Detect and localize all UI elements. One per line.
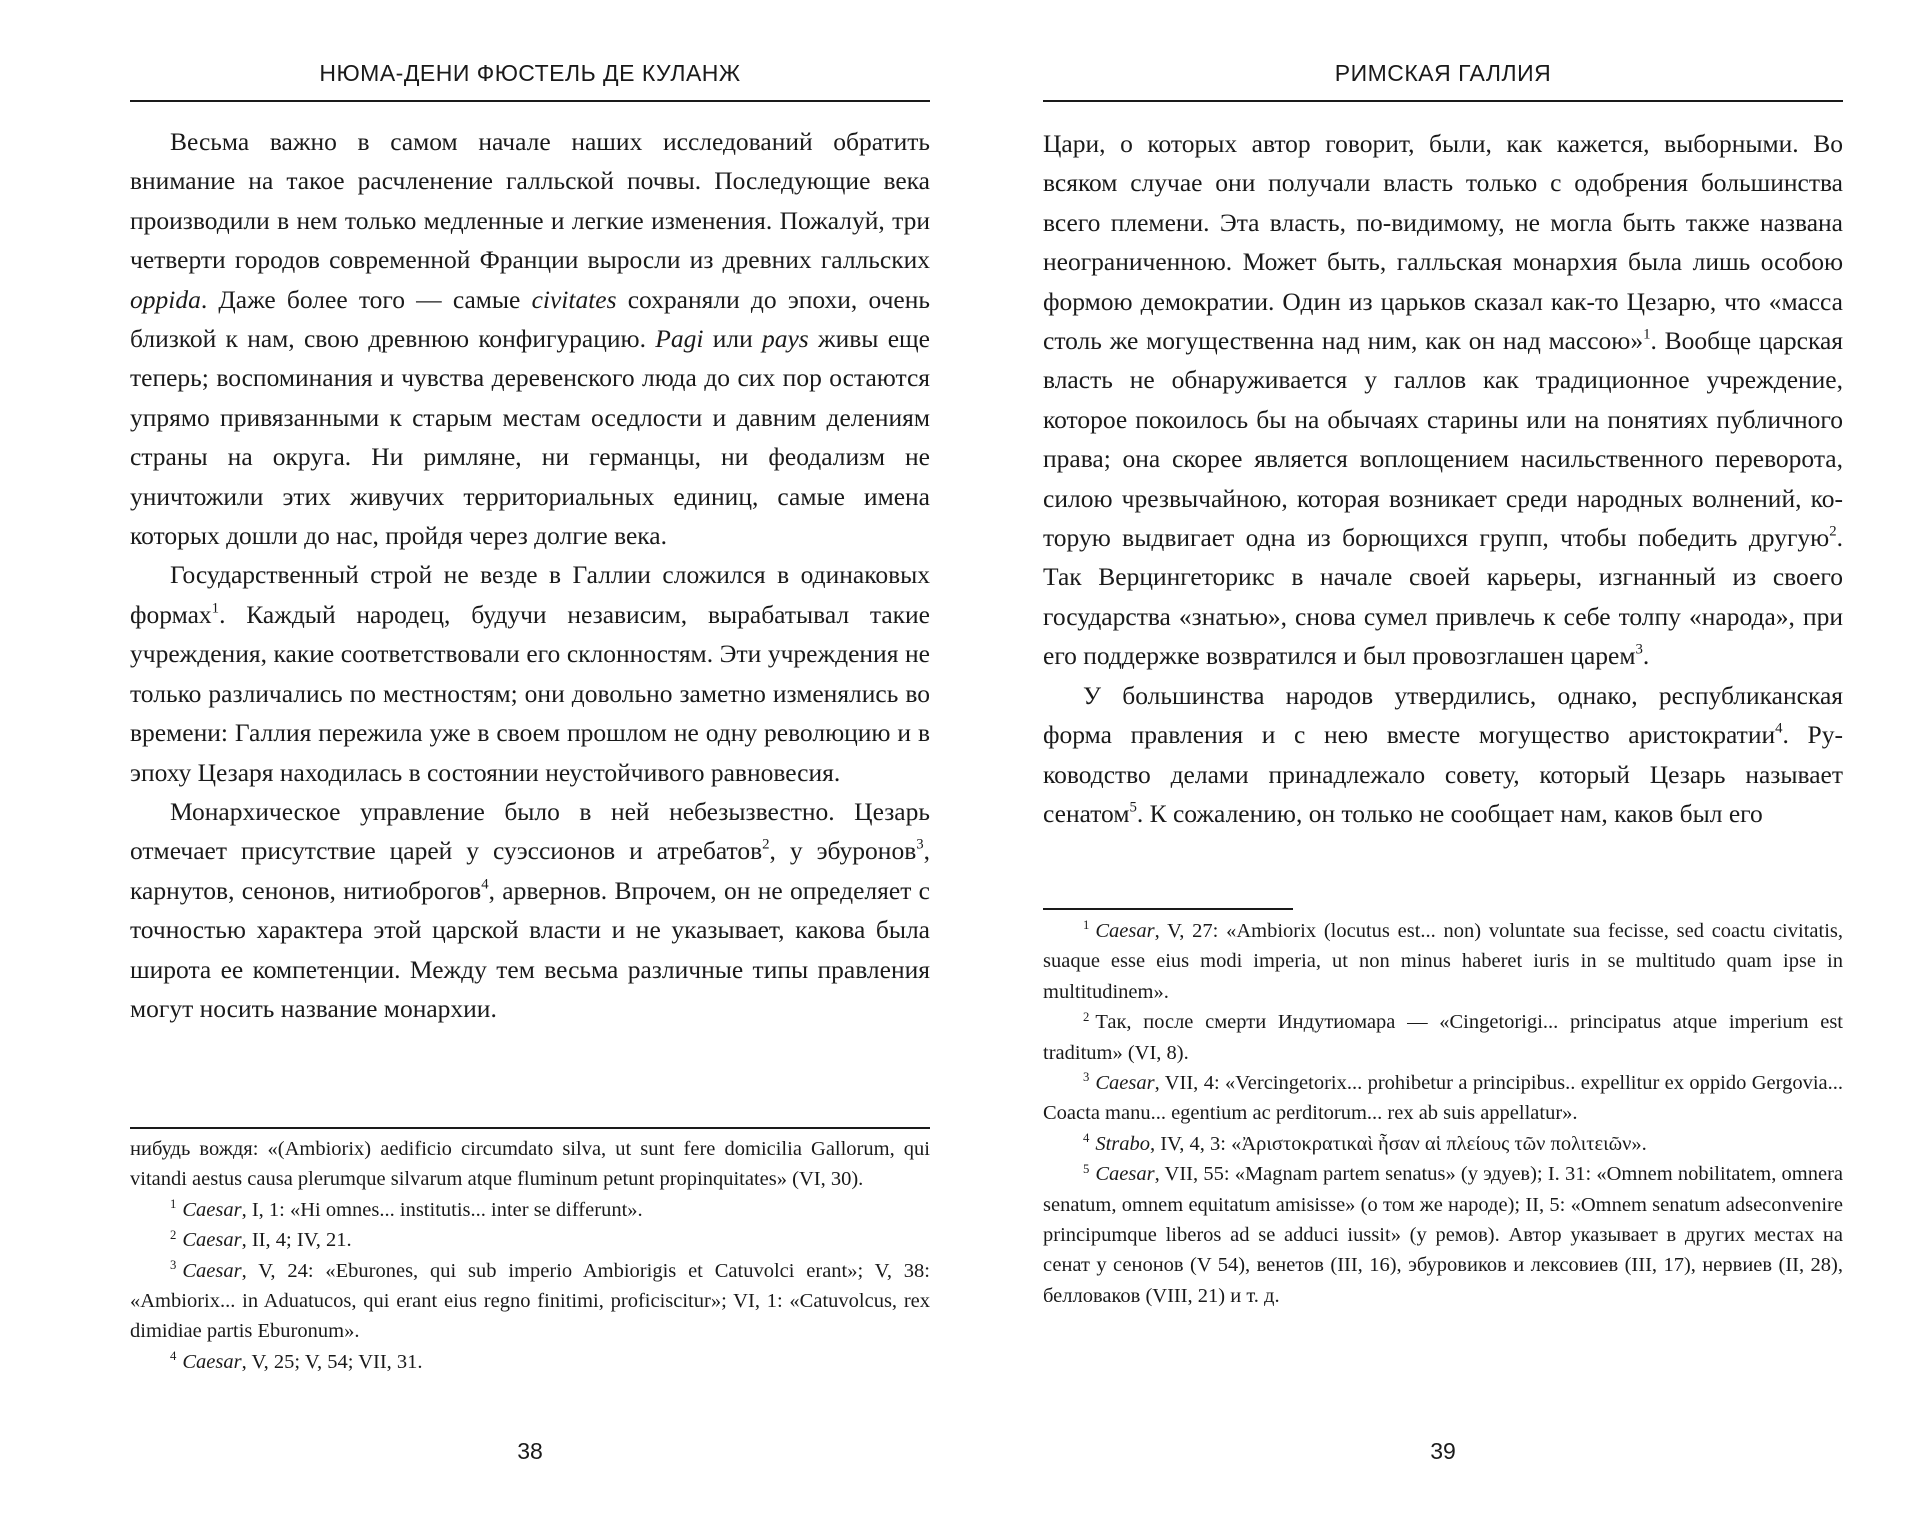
- right-head-rule: [1043, 100, 1843, 102]
- left-body-text: [130, 122, 930, 1028]
- footnote-text: , VII, 55: «Magnam partem senatus» (у эдуев); I. 31: «Omnem nobilitatem, omnera senatum, omnem equitatum amisisse» (о том же народе); II, 5: «Omnem senatum adseconvenire principumque liberos ad se adduci iussit» (у ремов). Автор указывает в других местах на сенат у сенонов (V 54), венетов (III, 16), эбуровиков и лексовиев (III, 17), нервиев (II, 28), белловаков (VIII, 21) и т. д.: [1043, 1163, 1843, 1307]
- text-run: . Каждый народец, будучи независим, вырабатывал такие учреждения, какие соответствовали его склонностям. Эти учреждения не только различались по местностям; они довольно заметно изменялись во времени: Галлия пережила уже в своем прошлом не одну революцию и в эпоху Цезаря находилась в состоянии неустойчивого равновесия.: [130, 599, 930, 787]
- text-run: . К сожалению, он только не сообщает нам, каков был его: [1136, 798, 1763, 828]
- footnote-author: Caesar: [182, 1259, 242, 1282]
- footnote-number: 3: [1083, 1070, 1090, 1085]
- text-run: . Так Верцингеторикс в начале своей карьеры, изгнанный из своего государства «знатью», снова сумел привлечь к себе толпу «народа», при его поддержке возвратился и был провозглашен царем: [1043, 523, 1843, 671]
- text-run: Государственный строй не везде в Галлии сложился в одинаковых формах: [130, 560, 930, 629]
- footnote-text: , IV, 4, 3: «Ἀριστοκρατικαὶ ἦσαν αἱ πλείους τῶν πολιτειῶν».: [1150, 1132, 1647, 1155]
- footnote-ref[interactable]: 1: [1643, 326, 1651, 343]
- left-footnotes: [130, 1134, 930, 1377]
- footnote-number: 1: [170, 1197, 177, 1212]
- footnote-ref[interactable]: 4: [481, 876, 489, 893]
- right-footnote-rule: [1043, 908, 1293, 910]
- left-footnote-rule: [130, 1127, 930, 1129]
- footnote-author: Strabo: [1095, 1132, 1151, 1155]
- italic-term: civitates: [531, 284, 617, 314]
- footnote-number: 4: [170, 1349, 177, 1364]
- footnote-text: , V, 24: «Eburones, qui sub imperio Ambiorigis et Catuvolci erant»; V, 38: «Ambiorix... in Aduatucos, qui erant eius regno finitimi, proficiscitur»; VI, 1: «Catuvolcus, rex dimidiae partis Eburonum».: [130, 1259, 930, 1343]
- left-paragraph-1: [130, 122, 930, 555]
- footnote-text: Так, после смерти Индутиомара — «Cingetorigi... principatus atque imperium est traditum» (VI, 8).: [1043, 1011, 1843, 1064]
- left-paragraph-2: [130, 555, 930, 791]
- footnote-text: , V, 27: «Ambiorix (locutus est... non) voluntate sua fecisse, sed coactu civitatis, suaque esse eius modi imperia, ut non minus haberet iuris in se multitudo quam ipse in multitudinem».: [1043, 920, 1843, 1003]
- footnote-author: Caesar: [182, 1350, 242, 1373]
- footnote-text: , VII, 4: «Vercingetorix... prohibetur a principibus.. expellitur ex oppido Gergovia... Coacta manu... egentium ac perditorum... rex ab suis appellatur».: [1043, 1072, 1843, 1125]
- right-page: [1043, 0, 1843, 1530]
- text-run: . Даже более того — самые: [200, 284, 532, 314]
- footnote-continuation: нибудь вождя: «(Ambiorix) aedificio circumdato silva, ut sunt fere domicilia Gallorum, qui vitandi aestus causa plerumque silvarum atque fluminum petunt propinquitates» (VI, 30).: [130, 1138, 930, 1191]
- footnote-4: [130, 1347, 930, 1377]
- footnote-text: , II, 4; IV, 21.: [241, 1229, 352, 1252]
- footnote-ref[interactable]: 5: [1129, 799, 1137, 816]
- footnote-ref[interactable]: 1: [211, 600, 220, 617]
- italic-term: pays: [761, 324, 809, 354]
- left-page-number: 38: [517, 1438, 543, 1464]
- left-paragraph-3: [130, 792, 930, 1028]
- footnote-number: 1: [1083, 918, 1090, 933]
- footnote-number: 2: [1083, 1009, 1090, 1024]
- italic-term: oppida: [130, 284, 201, 314]
- left-page: [130, 0, 930, 1530]
- footnote-number: 3: [170, 1258, 177, 1272]
- text-run: Цари, о которых автор говорит, были, как кажется, выборными. Во всяком случае они получали власть только с одобрения большинства всего племени. Эта власть, по-видимому, не могла быть также названа неограниченною. Может быть, галльская монархия была лишь особою формою демократии. Один из царьков сказал как-то Цезарю, что «масса столь же могущественна над ним, как он над массою»: [1043, 129, 1843, 356]
- text-run: . Руководство делами принадлежало совету, который Цезарь называет сенатом: [1043, 720, 1843, 828]
- footnote-author: Caesar: [182, 1198, 242, 1221]
- footnote-author: Caesar: [1095, 1072, 1155, 1095]
- text-run: Весьма важно в самом начале наших исследований обратить внимание на такое расчленение галльской почвы. Последующие века производили в нем только медленные и легкие изменения. Пожалуй, три четверти городов современной Франции выросли из древних галльских: [130, 127, 930, 275]
- footnote-1: [130, 1195, 930, 1225]
- right-paragraph-1: [1043, 124, 1843, 676]
- right-footnotes: [1043, 916, 1843, 1311]
- footnote-ref[interactable]: 3: [916, 836, 924, 853]
- footnote-3: [1043, 1068, 1843, 1129]
- footnote-ref[interactable]: 2: [1829, 523, 1837, 540]
- footnote-author: Caesar: [1095, 920, 1155, 942]
- text-run: , карнутов, сенонов, нитиоброгов: [130, 836, 930, 905]
- footnote-3: [130, 1256, 930, 1347]
- footnote-1: [1043, 916, 1843, 1007]
- right-paragraph-2: [1043, 676, 1843, 834]
- text-run: У большинства народов утвердились, однако, республиканская форма правления и с нею вместе могущество аристократии: [1043, 680, 1843, 750]
- text-run: .: [1642, 641, 1650, 671]
- text-run: живы еще теперь; воспоминания и чувства деревенского люда до сих пор остаются упрямо привязанными к старым местам оседлости и давним делениям страны на округа. Ни римляне, ни германцы, ни феодализм не уничтожили этих живучих территориальных единиц, самые имена которых дошли до нас, пройдя через долгие века.: [130, 324, 930, 551]
- footnote-5: [1043, 1159, 1843, 1311]
- footnote-text: , I, 1: «Hi omnes... institutis... inter se differunt».: [241, 1198, 643, 1221]
- text-run: сохраняли до эпохи, очень близкой к нам, свою древнюю конфигурацию.: [130, 284, 930, 354]
- footnote-ref[interactable]: 2: [762, 836, 770, 853]
- footnote-2: [130, 1225, 930, 1255]
- footnote-ref[interactable]: 3: [1635, 641, 1643, 658]
- right-page-number: 39: [1430, 1438, 1456, 1464]
- text-run: Монархическое управление было в ней небезызвестно. Цезарь отмечает присутствие царей у суэссионов и атребатов: [130, 796, 930, 866]
- footnote-number: 2: [170, 1227, 177, 1242]
- text-run: , у эбуронов: [769, 836, 917, 866]
- italic-term: Pagi: [655, 324, 704, 354]
- footnote-number: 4: [1083, 1131, 1090, 1146]
- footnote-number: 5: [1083, 1161, 1090, 1176]
- left-head-rule: [130, 100, 930, 102]
- text-run: или: [703, 324, 762, 354]
- footnote-author: Caesar: [182, 1229, 242, 1252]
- text-run: , арвернов. Впрочем, он не определяет с точностью характера этой царской власти и не указывает, какова была широта ее компетенции. Между тем весьма различные типы правления могут носить название монархии.: [130, 875, 930, 1023]
- footnote-ref[interactable]: 4: [1775, 720, 1783, 737]
- footnote-author: Caesar: [1095, 1163, 1155, 1186]
- right-running-head: РИМСКАЯ ГАЛЛИЯ: [1334, 60, 1552, 86]
- footnote-text: , V, 25; V, 54; VII, 31.: [241, 1350, 423, 1373]
- left-running-head: НЮМА-ДЕНИ ФЮСТЕЛЬ ДЕ КУЛАНЖ: [319, 60, 741, 86]
- text-run: . Вообще царская власть не обнаруживается у галлов как традиционное учреждение, которое покоилось бы на обычаях старины или на понятиях публичного права; она скорее является воплощением насильственного переворота, силою чрезвычайною, которая возникает среди народных волнений, которую выдвигает одна из борющихся групп, чтобы победить другую: [1043, 326, 1843, 553]
- right-body-text: [1043, 124, 1843, 833]
- footnote-4: [1043, 1129, 1843, 1159]
- footnote-2: [1043, 1007, 1843, 1068]
